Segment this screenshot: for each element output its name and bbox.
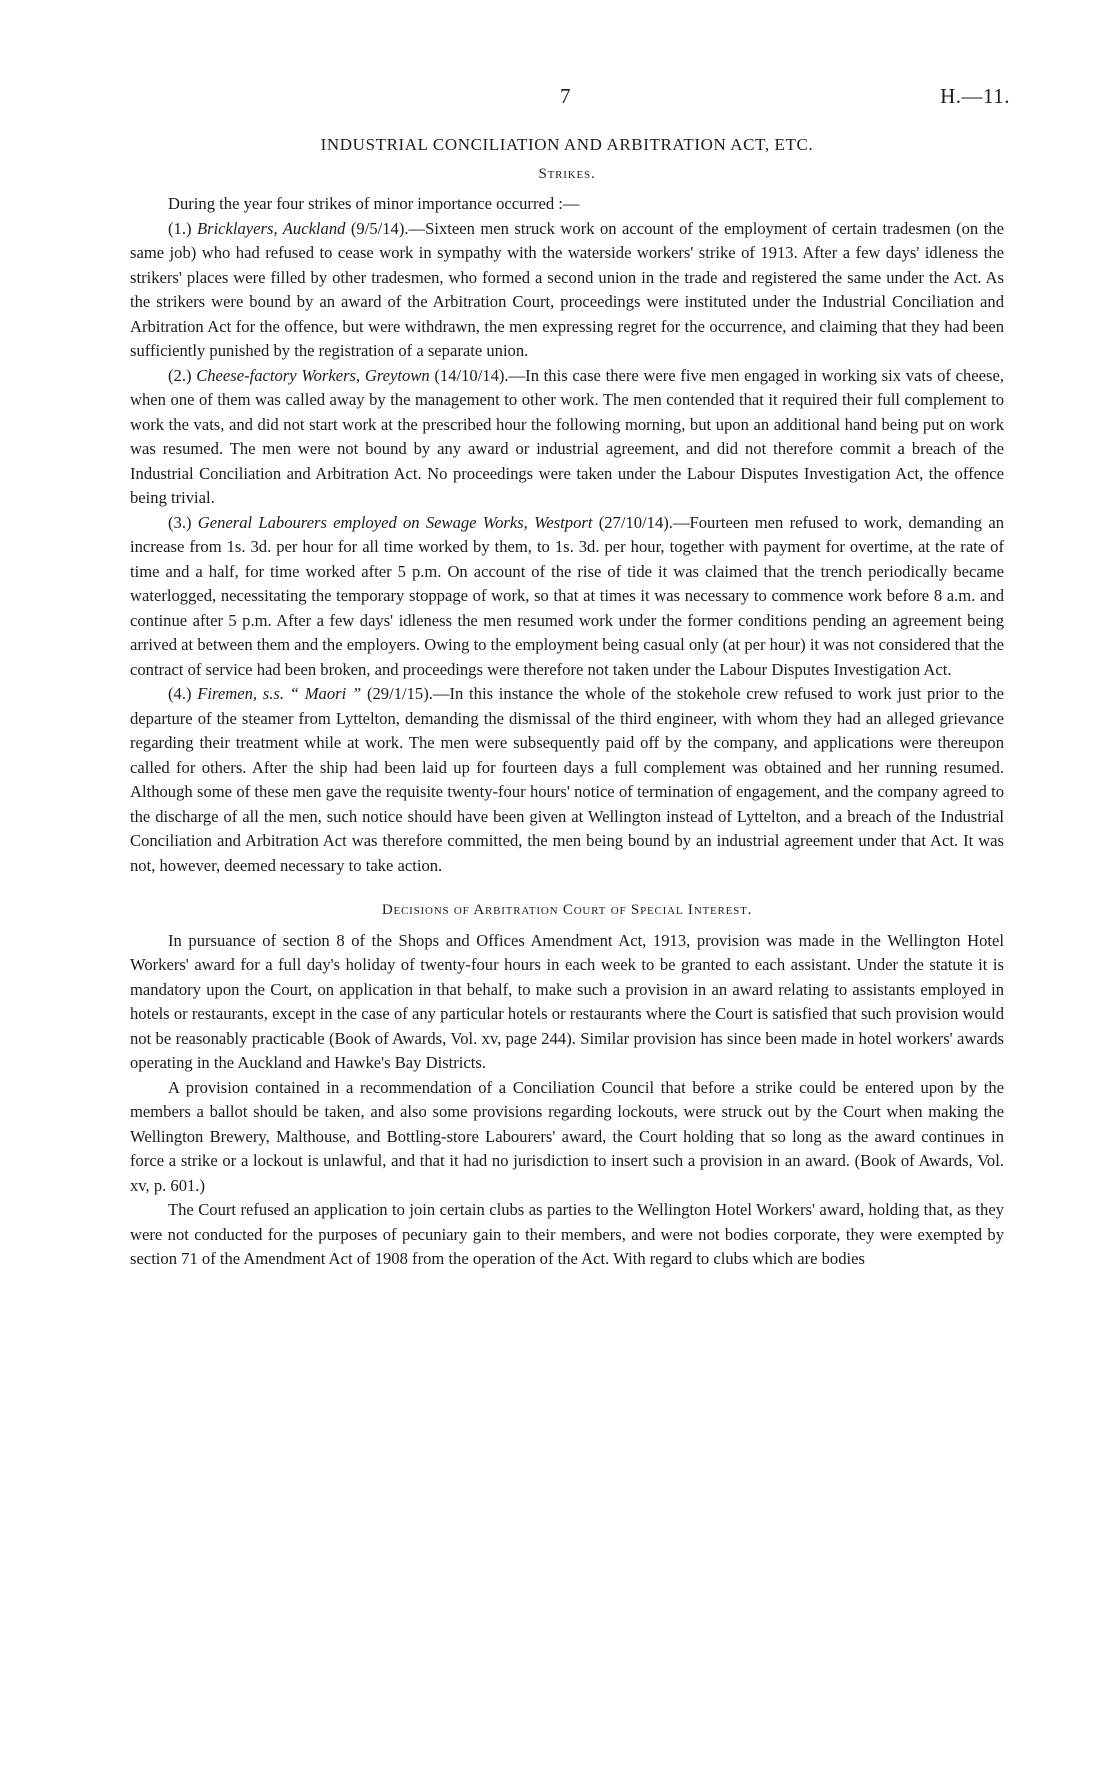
- strike-number: (1.): [168, 218, 197, 238]
- strike-text: —In this case there were five men engaged in working six vats of cheese, when one of them was called away by the management to other work. The men contended that it required their full complement to work the vats, and did not start work at the prescribed hour the following morning, but upon an additional hand being put on work was resumed. The men were not bound by any award or industrial agreement, and did not therefore commit a breach of the Industrial Conciliation and Arbitration Act. No proceedings were taken under the Labour Disputes Investigation Act, the offence being trivial.: [130, 365, 1004, 507]
- strike-number: (3.): [168, 512, 198, 532]
- page-content: [130, 133, 1004, 1272]
- strike-label: Bricklayers, Auckland: [196, 218, 346, 238]
- strike-item: [130, 511, 1004, 683]
- strike-date: (27/10/14).: [592, 512, 673, 532]
- strikes-intro: During the year four strikes of minor importance occurred :—: [168, 194, 580, 213]
- strike-date: (29/1/15).: [361, 684, 433, 703]
- decision-paragraph: The Court refused an application to join certain clubs as parties to the Wellington Hotel Workers' award, holding that, as they were not conducted for the purposes of pecuniary gain to their members, and were not bodies corporate, they were exempted by section 71 of the Amendment Act of 1908 from the operation of the Act. With regard to clubs which are bodies: [130, 1200, 1004, 1268]
- report-reference: H.—11.: [940, 84, 1010, 108]
- strike-item: [130, 682, 1004, 878]
- section-heading-decisions: Decisions of Arbitration Court of Special Interest.: [381, 902, 753, 918]
- strike-date: (9/5/14).: [345, 218, 409, 238]
- section-heading-strikes: Strikes.: [538, 165, 596, 182]
- strike-text: —In this instance the whole of the stokehole crew refused to work just prior to the departure of the steamer from Lyttelton, demanding the dismissal of the third engineer, with whom they had an alleged grievance regarding their treatment while at work. The men were subsequently paid off by the company, and applications were thereupon called for others. After the ship had been laid up for fourteen days a full complement was obtained and her running resumed. Although some of these men gave the requisite twenty-four hours' notice of termination of engagement, and the company agreed to the discharge of all the men, such notice should have been given at Wellington instead of Lyttelton, and a breach of the Industrial Conciliation and Arbitration Act was therefore committed, the men being bound by an industrial agreement under that Act. It was not, however, deemed necessary to take action.: [130, 684, 1004, 875]
- page-header: [0, 84, 1114, 112]
- strike-item: [130, 217, 1004, 364]
- page-title: INDUSTRIAL CONCILIATION AND ARBITRATION ACT, ETC.: [320, 135, 814, 154]
- strike-label: Firemen, s.s. “ Maori ”: [197, 684, 362, 703]
- strike-text: —Fourteen men refused to work, demanding an increase from 1s. 3d. per hour for all time worked by them, to 1s. 3d. per hour, together with payment for overtime, at the rate of time and a half, for time worked after 5 p.m. On account of the rise of tide it was claimed that the trench periodically became waterlogged, necessitating the temporary stoppage of work, so that at times it was necessary to commence work before 8 a.m. and continue after 5 p.m. After a few days' idleness the men resumed work under the former conditions pending an agreement being arrived at between them and the employers. Owing to the employment being casual only (at per hour) it was not considered that the contract of service had been broken, and proceedings were therefore not taken under the Labour Disputes Investigation Act.: [130, 512, 1004, 679]
- strike-label: Cheese-factory Workers, Greytown: [196, 365, 430, 385]
- strike-text: —Sixteen men struck work on account of the employment of certain tradesmen (on the same job) who had refused to cease work in sympathy with the waterside workers' strike of 1913. After a few days' idleness the strikers' places were filled by other tradesmen, who formed a second union in the trade and registered the same under the Act. As the strikers were bound by an award of the Arbitration Court, proceedings were instituted under the Industrial Conciliation and Arbitration Act for the offence, but were withdrawn, the men expressing regret for the occurrence, and claiming that they had been sufficiently punished by the registration of a separate union.: [130, 218, 1004, 360]
- decision-paragraph: In pursuance of section 8 of the Shops and Offices Amendment Act, 1913, provision was made in the Wellington Hotel Workers' award for a full day's holiday of twenty-four hours in each week to be granted to each assistant. Under the statute it is mandatory upon the Court, on application in that behalf, to make such a provision in an award relating to assistants employed in hotels or restaurants, except in the case of any particular hotels or restaurants where the Court is satisfied that such provision would not be reasonably practicable (Book of Awards, Vol. xv, page 244). Similar provision has since been made in hotel workers' awards operating in the Auckland and Hawke's Bay Districts.: [130, 930, 1004, 1072]
- strike-date: (14/10/14).: [429, 365, 509, 385]
- strike-label: General Labourers employed on Sewage Works, Westport: [197, 512, 593, 532]
- page-number: 7: [560, 84, 571, 108]
- strike-number: (4.): [168, 684, 198, 703]
- strike-number: (2.): [168, 365, 197, 385]
- strike-item: [130, 364, 1004, 511]
- decision-paragraph: A provision contained in a recommendation of a Conciliation Council that before a strike could be entered upon by the members a ballot should be taken, and also some provisions regarding lockouts, were struck out by the Court when making the Wellington Brewery, Malthouse, and Bottling-store Labourers' award, the Court holding that so long as the award continues in force a strike or a lockout is unlawful, and that it had no jurisdiction to insert such a provision in an award. (Book of Awards, Vol. xv, p. 601.): [130, 1077, 1004, 1195]
